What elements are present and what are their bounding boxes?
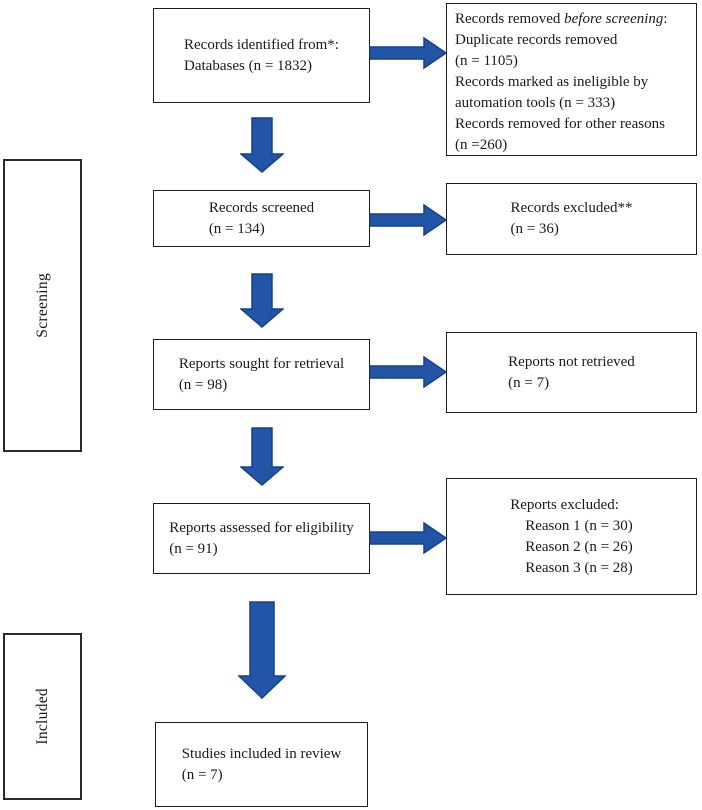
box-records-excluded xyxy=(446,183,697,255)
text-line: (n = 98) xyxy=(178,376,228,393)
box-reports-assessed-text xyxy=(169,518,354,560)
text-line: Databases (n = 1832) xyxy=(184,57,313,74)
box-records-identified xyxy=(153,8,370,103)
box-reports-not-retrieved-text xyxy=(508,352,635,394)
right-arrow-icon-assessed-to-reports-excluded xyxy=(369,521,447,555)
box-records-excluded-text xyxy=(510,198,632,240)
text-segment: Records removed xyxy=(455,11,565,27)
down-arrow-icon-screened-to-sought xyxy=(240,273,284,328)
right-arrow-icon-sought-to-not-retrieved xyxy=(369,355,447,389)
box-records-removed xyxy=(446,3,697,156)
box-reports-sought-text xyxy=(179,354,344,396)
down-arrow-icon-identified-to-screened xyxy=(240,117,284,173)
text-line: Records screened xyxy=(208,199,315,216)
box-records-screened-text xyxy=(209,198,314,240)
box-records-removed-text xyxy=(455,9,668,156)
stage-box-screening xyxy=(3,159,82,452)
text-line: Records marked as ineligible by xyxy=(455,74,649,90)
text-line: Reason 3 (n = 28) xyxy=(525,559,633,576)
text-line: (n = 1105) xyxy=(455,53,518,69)
box-reports-assessed xyxy=(153,503,370,574)
text-line: Records excluded** xyxy=(510,200,633,216)
text-line: (n = 7) xyxy=(508,374,550,391)
stage-label-screening: Screening xyxy=(33,273,51,338)
stage-label-included: Included xyxy=(33,688,51,745)
text-line: (n = 91) xyxy=(169,540,218,557)
text-segment: : xyxy=(663,11,668,27)
box-reports-not-retrieved xyxy=(446,332,697,413)
box-studies-included-text xyxy=(182,744,342,786)
text-line: (n = 7) xyxy=(181,766,223,783)
text-line: (n = 134) xyxy=(208,220,265,237)
text-line: Reports sought for retrieval xyxy=(178,355,345,372)
box-records-screened xyxy=(153,190,370,247)
text-line: Records identified from*: xyxy=(184,36,339,53)
box-reports-excluded xyxy=(446,478,697,595)
text-line: Studies included in review xyxy=(181,745,342,762)
text-line: automation tools (n = 333) xyxy=(455,95,616,111)
text-line xyxy=(455,9,668,30)
text-line: (n = 36) xyxy=(510,221,559,237)
text-line: Reason 1 (n = 30) xyxy=(525,517,633,534)
text-line: Reports not retrieved xyxy=(508,353,635,370)
text-line: Reason 2 (n = 26) xyxy=(525,538,633,555)
text-line: Records removed for other reasons xyxy=(455,116,665,132)
box-reports-sought xyxy=(153,339,370,410)
box-records-identified-text xyxy=(184,35,339,77)
text-line: (n =260) xyxy=(455,137,508,153)
text-line: Duplicate records removed xyxy=(455,32,618,48)
box-reports-excluded-text xyxy=(510,495,633,579)
text-segment-italic: before screening xyxy=(564,11,664,27)
box-studies-included xyxy=(155,722,368,807)
text-line: Reports assessed for eligibility xyxy=(169,519,354,536)
text-line: Reports excluded: xyxy=(510,496,619,513)
right-arrow-icon-identified-to-removed xyxy=(369,36,447,70)
right-arrow-icon-screened-to-excluded xyxy=(369,203,447,237)
down-arrow-icon-assessed-to-included xyxy=(238,601,286,699)
down-arrow-icon-sought-to-assessed xyxy=(240,427,284,486)
stage-box-included xyxy=(3,633,82,800)
